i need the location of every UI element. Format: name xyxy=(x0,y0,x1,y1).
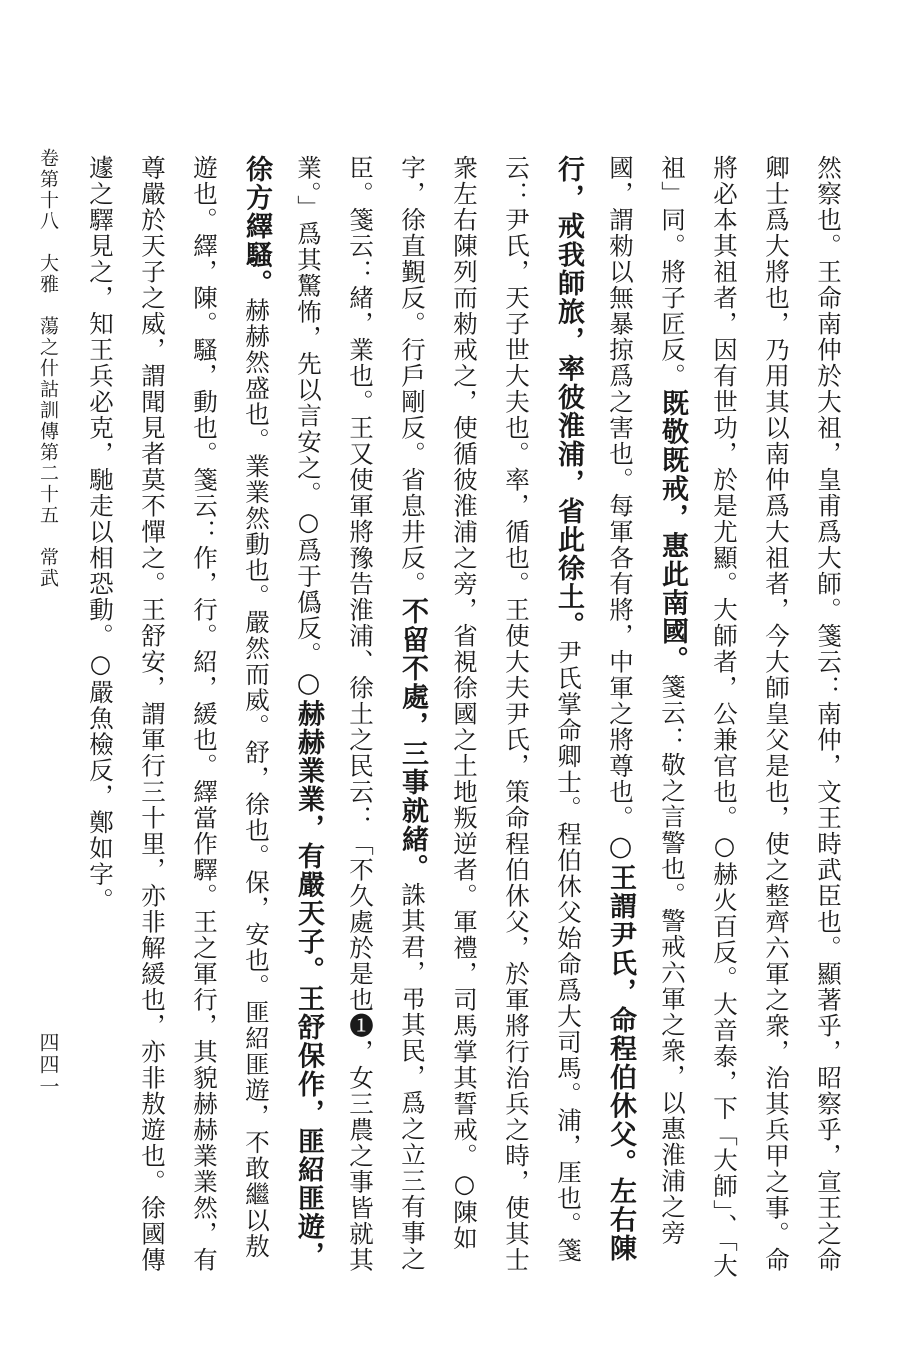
classic-verse: ○王謂尹氏，命程伯休父。左右陳行，戒我師旅，率彼淮浦，省此徐土。 xyxy=(553,155,636,1263)
page-number: 四四一 xyxy=(36,1032,60,1098)
classic-verse: ○赫赫業業，有嚴天子。王舒保作，匪紹匪遊，徐方繹騷。 xyxy=(241,155,324,1270)
commentary-gloss: 箋云：敬之言警也。警戒六軍之衆，以惠淮浦之旁國，謂勑以無暴掠爲之害也。每軍各有將，中軍之將尊也。 xyxy=(606,155,687,1246)
commentary-text-block xyxy=(74,155,854,1285)
commentary-gloss: 然察也。王命南仲於大祖，皇甫爲大師。箋云：南仲，文王時武臣也。顯著乎，昭察乎，宣王之命卿士爲大將也，乃用其以南仲爲大祖者，今大師皇父是也，使之整齊六軍之衆，治其兵甲之事。命將必本其祖者，因有世功，於是尤顯。大師者，公兼官也。○赫火百反。大音泰，下「大師」、「大祖」同。將子匠反。 xyxy=(658,155,843,1279)
classic-verse: 不留不處，三事就緒。 xyxy=(397,597,428,882)
commentary-gloss: 赫赫然盛也。業業然動也。嚴然而威。舒，徐也。保，安也。匪紹匪遊，不敢繼以敖遊也。繹，陳。騷，動也。箋云：作，行。紹，緩也。繹當作驛。王之軍行，其貌赫赫業業然，有尊嚴於天子之威，謂聞見者莫不憚之。王舒安，謂軍行三十里，亦非解緩也，亦非敖遊也。徐國傳遽之驛見之，知王兵必克，馳走以相恐動。○嚴魚檢反，鄭如字。 xyxy=(86,155,271,1273)
commentary-gloss: 尹氏掌命卿士。程伯休父始命爲大司馬。浦，厓也。箋云：尹氏，天子世大夫也。率，循也。王使大夫尹氏，策命程伯休父，於軍將行治兵之時，使其士衆左右陳列而勑戒之，使循彼淮浦之旁，省視徐國之土地叛逆者。軍禮，司馬掌其誓戒。○陳如字，徐直覲反。行戶剛反。省息井反。 xyxy=(398,155,583,1273)
running-header: 卷第十八 大雅 蕩之什詁訓傳第二十五 常武 xyxy=(37,148,59,589)
classic-verse: 既敬既戒，惠此南國。 xyxy=(657,389,688,674)
commentary-gloss: 誅其君，弔其民，爲之立三有事之臣。箋云：緒，業也。王又使軍將豫告淮浦、徐土之民云：「不久處於是也❶，女三農之事皆就其業。」爲其驚怖，先以言安之。○爲于僞反。 xyxy=(294,155,427,1273)
